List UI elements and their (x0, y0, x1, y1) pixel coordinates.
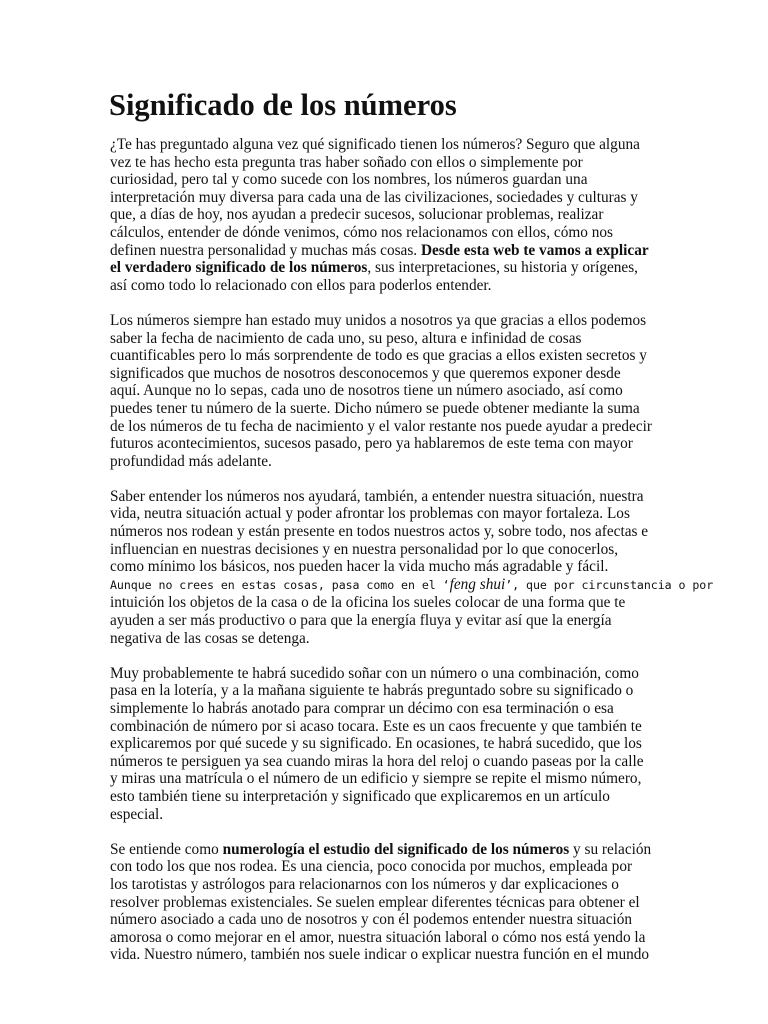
text-line (110, 505, 662, 523)
text-line (110, 224, 662, 242)
text-segment: definen nuestra personalidad y muchas más cosas. (110, 241, 421, 259)
text-line (110, 753, 662, 771)
paragraph (110, 841, 662, 964)
bold-text: Desde esta web te vamos a explicar (420, 241, 649, 259)
text-line (110, 347, 662, 365)
text-line (110, 929, 662, 947)
text-line (110, 612, 662, 630)
text-segment: número asociado a cada uno de nosotros y con él podemos entender nuestra situación (110, 911, 633, 929)
text-segment: con todo los que nos rodea. Es una ciencia, poco conocida por muchos, empleada por (110, 858, 633, 876)
text-segment: resolver problemas existenciales. Se suelen emplear diferentes técnicas para obtener el (110, 893, 640, 911)
text-line (110, 894, 662, 912)
italic-text: feng shui (449, 575, 506, 593)
monospace-text: Aunque no crees en estas cosas, pasa como en el ‘ (110, 577, 450, 592)
text-segment: futuros acontecimientos, sucesos pasado, pero ya hablaremos de este tema con mayor (110, 435, 633, 453)
text-segment: cuantificables pero lo más sorprendente de todo es que gracias a ellos existen secretos y (110, 347, 647, 365)
text-segment: y su relación (569, 840, 652, 858)
text-segment: de los números de tu fecha de nacimiento y el valor restante nos puede ayudar a predecir (110, 417, 652, 435)
text-segment: así como todo lo relacionado con ellos para poderlos entender. (110, 276, 492, 294)
paragraph (110, 487, 714, 647)
text-segment: vida, neutra situación actual y poder afrontar los problemas con mayor fortaleza. Los (110, 505, 630, 523)
text-segment: intuición los objetos de la casa o de la oficina los sueles colocar de una forma que te (110, 594, 626, 612)
text-segment: , sus interpretaciones, su historia y orígenes, (367, 259, 638, 277)
text-line (110, 946, 662, 964)
text-segment: cálculos, entender de dónde venimos, cómo nos relacionamos con ellos, cómo nos (110, 223, 613, 241)
text-segment: interpretación muy diversa para cada una de las civilizaciones, sociedades y culturas y (110, 188, 638, 206)
text-segment: influencian en nuestras decisiones y en nuestra personalidad por lo que conocerlos, (110, 540, 619, 558)
text-line (110, 418, 662, 436)
text-line (110, 788, 662, 806)
text-line (110, 171, 662, 189)
text-segment: especial. (110, 805, 164, 823)
text-line (110, 365, 662, 383)
text-line (110, 594, 662, 612)
text-segment: Los números siempre han estado muy unidos a nosotros ya que gracias a ellos podemos (110, 311, 647, 329)
paragraph (110, 312, 662, 470)
text-line (110, 453, 662, 471)
text-segment: ¿Te has preguntado alguna vez qué significado tienen los números? Seguro que alguna (110, 136, 640, 153)
text-segment: aquí. Aunque no lo sepas, cada uno de nosotros tiene un número asociado, así como (110, 382, 623, 400)
text-line (110, 435, 662, 453)
monospace-text: ’, que por circunstancia o por (505, 577, 714, 592)
text-segment: ayuden a ser más productivo o para que la energía fluya y evitar así que la energía (110, 612, 612, 630)
paragraph (110, 665, 662, 823)
text-line (110, 575, 714, 595)
text-line (110, 206, 662, 224)
text-segment: números te persiguen ya sea cuando miras la hora del reloj o cuando paseas por la calle (110, 752, 644, 770)
text-segment: puedes tener tu número de la suerte. Dicho número se puede obtener mediante la suma (110, 399, 640, 417)
paragraph (110, 136, 662, 294)
text-segment: combinación de número por si acaso tocara. Este es un caos frecuente y que también te (110, 717, 642, 735)
text-segment: simplemente lo habrás anotado para comprar un décimo con esa terminación o esa (110, 700, 614, 717)
text-line (110, 876, 662, 894)
text-segment: los tarotistas y astrólogos para relacionarnos con los números y dar explicaciones o (110, 875, 619, 893)
text-line (110, 735, 662, 753)
text-segment: vida. Nuestro número, también nos suele indicar o explicar nuestra función en el mundo (110, 946, 650, 964)
text-line (110, 312, 662, 330)
text-segment: Muy probablemente te habrá sucedido soñar con un número o una combinación, como (110, 664, 639, 682)
text-segment: vez te has hecho esta pregunta tras haber soñado con ellos o simplemente por (110, 153, 583, 171)
text-segment: Saber entender los números nos ayudará, también, a entender nuestra situación, nuestra (110, 487, 644, 505)
text-line (110, 242, 662, 260)
text-segment: profundidad más adelante. (110, 452, 272, 470)
text-line (110, 541, 662, 559)
text-line (110, 154, 662, 172)
text-line (110, 718, 662, 736)
text-line (110, 630, 662, 648)
text-segment: Se entiende como (110, 840, 223, 858)
text-segment: como mínimo los básicos, nos pueden hacer la vida mucho más agradable y fácil. (110, 558, 609, 576)
text-segment: números nos rodean y están presente en todos nuestros actos y, sobre todo, nos afectas e (110, 523, 649, 541)
text-line (110, 400, 662, 418)
document-body (110, 136, 714, 982)
page-title: Significado de los números (109, 88, 457, 122)
text-segment: y miras una matrícula o el número de un edificio y siempre se repite el mismo número, (110, 770, 642, 788)
text-line (110, 488, 662, 506)
text-line (110, 277, 662, 295)
bold-text: numerología el estudio del significado de los números (222, 840, 570, 858)
text-line (110, 682, 662, 700)
text-line (110, 330, 662, 348)
text-segment: amorosa o como mejorar en el amor, nuestra situación laboral o cómo nos está yendo la (110, 928, 646, 946)
text-line (110, 806, 662, 824)
text-segment: que, a días de hoy, nos ayudan a predecir sucesos, solucionar problemas, realizar (110, 206, 604, 224)
text-segment: pasa en la lotería, y a la mañana siguiente te habrás preguntado sobre su significado o (110, 682, 634, 700)
bold-text: el verdadero significado de los números (110, 259, 368, 277)
text-segment: negativa de las cosas se detenga. (110, 629, 310, 647)
text-line (110, 189, 662, 207)
text-line (110, 665, 662, 683)
text-segment: curiosidad, pero tal y como sucede con los nombres, los números guardan una (110, 171, 588, 189)
text-line (110, 770, 662, 788)
text-line (110, 700, 662, 718)
text-line (110, 841, 662, 859)
text-segment: explicaremos por qué sucede y su significado. En ocasiones, te habrá sucedido, que los (110, 735, 642, 753)
text-line (110, 558, 662, 576)
text-line (110, 858, 662, 876)
text-line (110, 523, 662, 541)
text-segment: significados que muchos de nosotros desconocemos y que queremos exponer desde (110, 364, 621, 382)
text-line (110, 911, 662, 929)
text-line (110, 136, 662, 154)
text-segment: saber la fecha de nacimiento de cada uno, su peso, altura e infinidad de cosas (110, 329, 582, 347)
text-segment: esto también tiene su interpretación y significado que explicaremos en un artículo (110, 787, 610, 805)
text-line (110, 382, 662, 400)
text-line (110, 259, 662, 277)
